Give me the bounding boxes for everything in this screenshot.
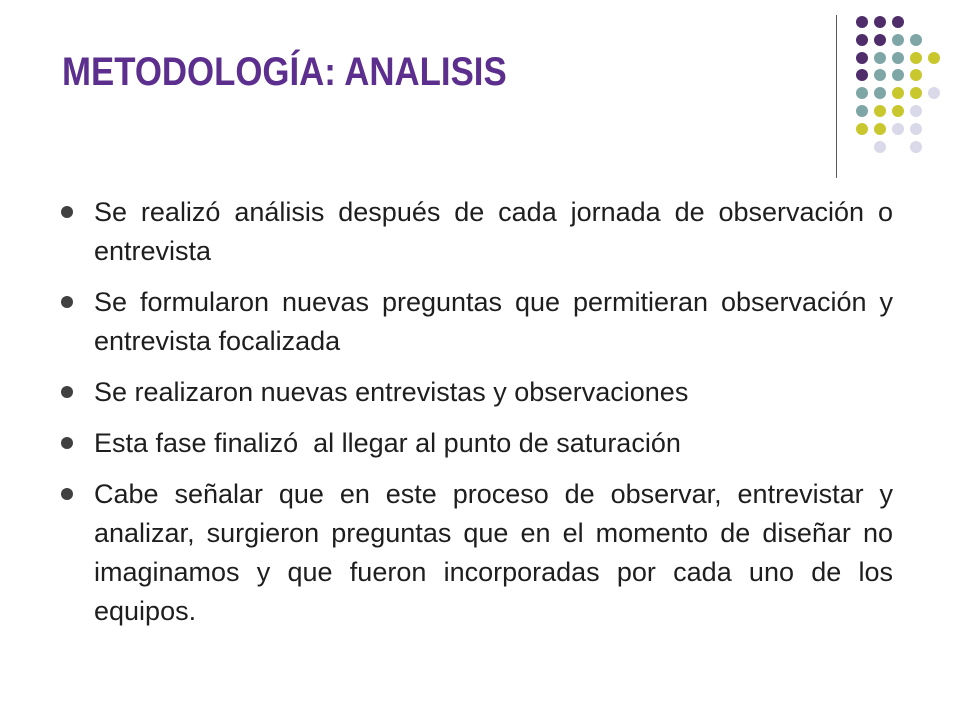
teal-dot — [874, 87, 886, 99]
yellow-dot — [910, 69, 922, 81]
yellow-dot — [856, 123, 868, 135]
bullet-icon — [61, 206, 73, 218]
yellow-dot — [910, 52, 922, 64]
purple-dot — [874, 34, 886, 46]
purple-dot — [874, 16, 886, 28]
bullet-item — [60, 475, 901, 631]
yellow-dot — [910, 87, 922, 99]
teal-dot — [892, 52, 904, 64]
lavender-dot — [892, 123, 904, 135]
purple-dot — [892, 16, 904, 28]
lavender-dot — [910, 141, 922, 153]
teal-dot — [892, 34, 904, 46]
yellow-dot — [892, 87, 904, 99]
bullet-text: Se realizaron nuevas entrevistas y observaciones — [94, 377, 689, 407]
lavender-dot — [874, 141, 886, 153]
purple-dot — [856, 34, 868, 46]
bullet-icon — [61, 488, 73, 500]
yellow-dot — [874, 123, 886, 135]
purple-dot — [856, 16, 868, 28]
teal-dot — [910, 34, 922, 46]
bullet-item — [60, 373, 893, 412]
purple-dot — [856, 52, 868, 64]
bullet-icon — [61, 386, 73, 398]
slide-title: METODOLOGÍA: ANALISIS — [62, 50, 507, 94]
teal-dot — [892, 69, 904, 81]
bullet-text: Se formularon nuevas preguntas que permitieran observación y entrevista focalizada — [94, 287, 901, 356]
bullet-item — [60, 193, 901, 271]
decorative-dot-grid — [856, 16, 940, 156]
bullet-item — [60, 283, 901, 361]
teal-dot — [856, 87, 868, 99]
bullet-item — [60, 424, 893, 463]
bullet-list — [60, 193, 901, 643]
yellow-dot — [874, 105, 886, 117]
divider-line — [836, 15, 837, 178]
teal-dot — [856, 105, 868, 117]
bullet-text: Esta fase finalizó al llegar al punto de saturación — [94, 428, 681, 458]
yellow-dot — [892, 105, 904, 117]
bullet-icon — [61, 296, 73, 308]
yellow-dot — [928, 52, 940, 64]
lavender-dot — [910, 105, 922, 117]
bullet-icon — [61, 437, 73, 449]
bullet-text: Cabe señalar que en este proceso de observar, entrevistar y analizar, surgieron preguntas que en el momento de diseñar no imaginamos y que fueron incorporadas por cada uno de los equipos. — [94, 479, 901, 626]
bullet-text: Se realizó análisis después de cada jornada de observación o entrevista — [94, 197, 901, 266]
teal-dot — [874, 52, 886, 64]
purple-dot — [856, 69, 868, 81]
lavender-dot — [910, 123, 922, 135]
lavender-dot — [928, 87, 940, 99]
teal-dot — [874, 69, 886, 81]
